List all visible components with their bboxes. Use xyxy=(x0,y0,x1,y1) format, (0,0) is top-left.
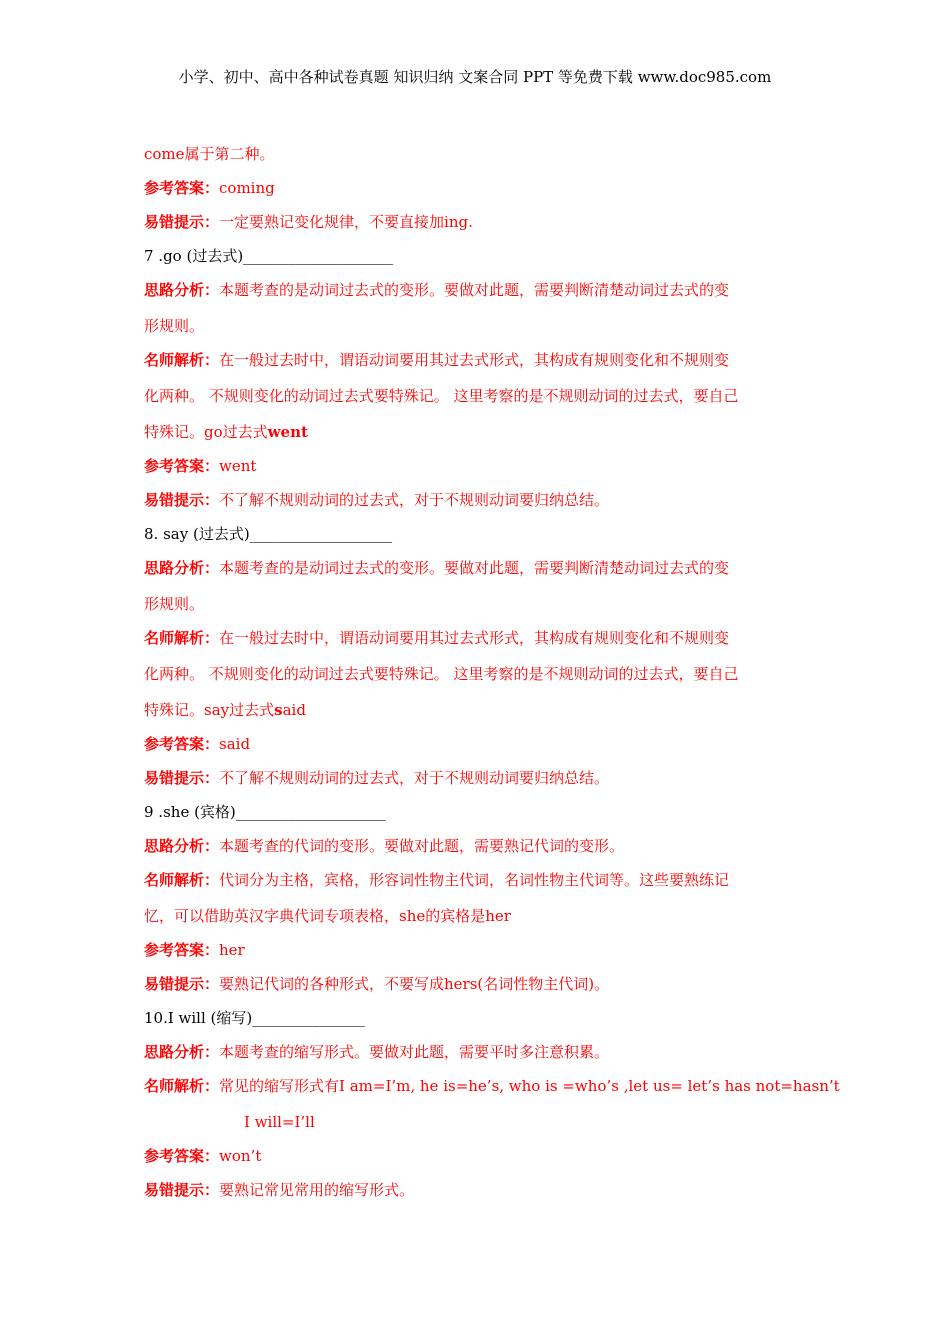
q7-analysis-cont: 形规则。 xyxy=(144,317,205,335)
q7-teacher-cont: 化两种。 不规则变化的动词过去式要特殊记。 这里考察的是不规则动词的过去式，要自己 xyxy=(144,387,739,405)
q9-analysis xyxy=(144,836,810,856)
answer-label: 参考答案： xyxy=(144,1147,220,1165)
analysis-label: 思路分析： xyxy=(144,1043,220,1061)
q7-teacher-cont2 xyxy=(144,422,810,442)
q8-analysis xyxy=(144,558,810,578)
tip-text: 不了解不规则动词的过去式，对于不规则动词要归纳总结。 xyxy=(219,491,610,509)
question-8: 8. say (过去式)___________________ xyxy=(144,525,393,543)
q9-teacher xyxy=(144,870,810,890)
q9-answer xyxy=(144,940,810,960)
highlight-word: went xyxy=(267,423,308,441)
analysis-text: 本题考查的是动词过去式的变形。要做对此题，需要判断清楚动词过去式的变 xyxy=(219,281,730,299)
answer-label: 参考答案： xyxy=(144,941,220,959)
question-7: 7 .go (过去式)____________________ xyxy=(144,247,394,265)
question-10: 10.I will (缩写)_______________ xyxy=(144,1009,365,1027)
q7-teacher xyxy=(144,350,810,370)
teacher-text: 特殊记。go过去式 xyxy=(144,423,268,441)
q8-teacher-cont: 化两种。 不规则变化的动词过去式要特殊记。 这里考察的是不规则动词的过去式，要自己 xyxy=(144,665,739,683)
question-9: 9 .she (宾格)____________________ xyxy=(144,803,386,821)
teacher-label: 名师解析： xyxy=(144,351,220,369)
highlight-letter: s xyxy=(274,701,283,719)
answer-text: went xyxy=(219,457,257,475)
analysis-label: 思路分析： xyxy=(144,837,220,855)
q7-analysis xyxy=(144,280,810,300)
answer-text: won’t xyxy=(219,1147,262,1165)
answer-label: 参考答案： xyxy=(144,735,220,753)
tip-label: 易错提示： xyxy=(144,1181,220,1199)
tip-text: 要熟记常见常用的缩写形式。 xyxy=(219,1181,415,1199)
answer-text: said xyxy=(219,735,251,753)
page-header: 小学、初中、高中各种试卷真题 知识归纳 文案合同 PPT 等免费下载 www.doc985.com xyxy=(178,68,772,86)
teacher-label: 名师解析： xyxy=(144,629,220,647)
q10-tip xyxy=(144,1180,810,1200)
teacher-text: 代词分为主格，宾格，形容词性物主代词，名词性物主代词等。这些要熟练记 xyxy=(219,871,730,889)
q8-tip xyxy=(144,768,810,788)
q10-teacher xyxy=(144,1076,840,1096)
q8-teacher-cont2 xyxy=(144,700,810,720)
q7-answer xyxy=(144,456,810,476)
tip-label: 易错提示： xyxy=(144,213,220,231)
q8-teacher xyxy=(144,628,810,648)
q9-teacher-cont: 忆，可以借助英汉字典代词专项表格，she的宾格是her xyxy=(144,907,511,925)
teacher-text: aid xyxy=(282,701,306,719)
teacher-label: 名师解析： xyxy=(144,871,220,889)
tip-label: 易错提示： xyxy=(144,491,220,509)
answer-text: coming xyxy=(219,179,275,197)
analysis-text: 本题考查的是动词过去式的变形。要做对此题，需要判断清楚动词过去式的变 xyxy=(219,559,730,577)
intro-line: come属于第二种。 xyxy=(144,145,275,163)
q9-tip xyxy=(144,974,810,994)
analysis-text: 本题考查的代词的变形。要做对此题，需要熟记代词的变形。 xyxy=(219,837,625,855)
document-body xyxy=(144,144,840,1200)
analysis-text: 本题考查的缩写形式。要做对此题，需要平时多注意积累。 xyxy=(219,1043,610,1061)
q10-answer xyxy=(144,1146,810,1166)
answer-text: her xyxy=(219,941,245,959)
q10-analysis xyxy=(144,1042,810,1062)
q8-analysis-cont: 形规则。 xyxy=(144,595,205,613)
answer-label: 参考答案： xyxy=(144,179,220,197)
q10-teacher-cont: I will=I’ll xyxy=(244,1113,315,1131)
q8-answer xyxy=(144,734,810,754)
teacher-text: 常见的缩写形式有I am=I’m, he is=he’s, who is =who’s ,let us= let’s has not=hasn’t xyxy=(219,1077,840,1095)
tip-text: 不了解不规则动词的过去式，对于不规则动词要归纳总结。 xyxy=(219,769,610,787)
tip-text: 要熟记代词的各种形式，不要写成hers(名词性物主代词)。 xyxy=(219,975,610,993)
intro-tip xyxy=(144,212,810,232)
answer-label: 参考答案： xyxy=(144,457,220,475)
intro-answer xyxy=(144,178,810,198)
tip-label: 易错提示： xyxy=(144,975,220,993)
analysis-label: 思路分析： xyxy=(144,559,220,577)
teacher-label: 名师解析： xyxy=(144,1077,220,1095)
analysis-label: 思路分析： xyxy=(144,281,220,299)
tip-label: 易错提示： xyxy=(144,769,220,787)
tip-text: 一定要熟记变化规律，不要直接加ing. xyxy=(219,213,473,231)
q7-tip xyxy=(144,490,810,510)
teacher-text: 特殊记。say过去式 xyxy=(144,701,275,719)
teacher-text: 在一般过去时中，谓语动词要用其过去式形式，其构成有规则变化和不规则变 xyxy=(219,629,730,647)
teacher-text: 在一般过去时中，谓语动词要用其过去式形式，其构成有规则变化和不规则变 xyxy=(219,351,730,369)
